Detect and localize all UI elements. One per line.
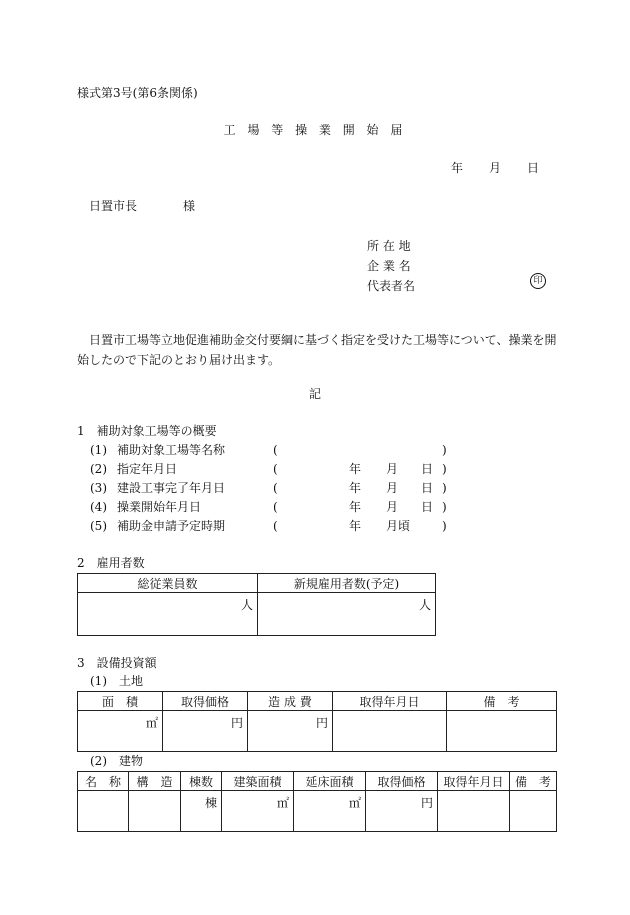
item-number: (2) [90, 462, 107, 476]
land-label: (1) 土地 [90, 674, 143, 688]
building-label: (2) 建物 [90, 754, 143, 768]
item-number: (5) [90, 519, 107, 533]
land-date-header: 取得年月日 [333, 692, 447, 711]
building-name-header: 名 称 [78, 772, 129, 791]
land-price-cell: 円 [163, 711, 248, 752]
applicant-company-label: 企 業 名 [367, 259, 411, 273]
new-employees-cell: 人 [258, 593, 436, 636]
new-employees-header: 新規雇用者数(予定) [258, 574, 436, 593]
land-area-header: 面 積 [78, 692, 163, 711]
building-floor-area-header: 延床面積 [294, 772, 366, 791]
form-number: 様式第3号(第6条関係) [77, 86, 198, 100]
item-label: 指定年月日 [117, 462, 178, 476]
land-remarks-cell [447, 711, 557, 752]
date-line [451, 162, 539, 174]
item-close-paren: ) [442, 481, 447, 495]
item-open-paren: ( [273, 443, 278, 457]
item-open-paren: ( [273, 500, 278, 514]
building-area-header: 建築面積 [222, 772, 294, 791]
item-number: (3) [90, 481, 107, 495]
item-label: 補助金申請予定時期 [117, 519, 226, 533]
total-employees-header: 総従業員数 [78, 574, 258, 593]
building-price-header: 取得価格 [366, 772, 438, 791]
date-month: 月 [489, 161, 502, 175]
item-year: 年 [349, 519, 362, 533]
building-name-cell [78, 791, 129, 832]
honorific: 様 [183, 199, 196, 213]
document-title: 工 場 等 操 業 開 始 届 [223, 123, 407, 137]
date-year: 年 [451, 161, 464, 175]
building-date-cell [438, 791, 510, 832]
item-open-paren: ( [273, 519, 278, 533]
item-open-paren: ( [273, 481, 278, 495]
land-area-cell: ㎡ [78, 711, 163, 752]
item-label: 建設工事完了年月日 [117, 481, 226, 495]
addressee: 日置市長 [89, 199, 138, 213]
body-text: 日置市工場等立地促進補助金交付要綱に基づく指定を受けた工場等について、操業を開始したので下記のとおり届け出ます。 [77, 333, 557, 367]
item-month: 月 [386, 462, 399, 476]
applicant-block [367, 236, 415, 296]
item-label: 操業開始年月日 [117, 500, 202, 514]
section3-heading: 3 設備投資額 [77, 656, 157, 670]
seal-mark: 印 [530, 273, 546, 289]
land-price-header: 取得価格 [163, 692, 248, 711]
land-remarks-header: 備 考 [447, 692, 557, 711]
section2-heading: 2 雇用者数 [77, 556, 145, 570]
item-year: 年 [349, 481, 362, 495]
applicant-representative-label: 代表者名 [367, 279, 416, 293]
applicant-address-label: 所 在 地 [367, 239, 411, 253]
building-remarks-header: 備 考 [510, 772, 557, 791]
land-development-cell: 円 [248, 711, 333, 752]
item-open-paren: ( [273, 462, 278, 476]
building-remarks-cell [510, 791, 557, 832]
item-number: (4) [90, 500, 107, 514]
land-table [77, 691, 557, 752]
item-month: 月 [386, 500, 399, 514]
building-date-header: 取得年月日 [438, 772, 510, 791]
building-structure-cell [129, 791, 181, 832]
item-month: 月頃 [386, 519, 411, 533]
section1-heading: 1 補助対象工場等の概要 [77, 424, 217, 438]
item-close-paren: ) [442, 519, 447, 533]
item-year: 年 [349, 500, 362, 514]
item-day: 日 [421, 462, 434, 476]
date-day: 日 [527, 161, 540, 175]
land-development-header: 造 成 費 [248, 692, 333, 711]
building-count-cell: 棟 [181, 791, 222, 832]
item-number: (1) [90, 443, 107, 457]
item-day: 日 [421, 481, 434, 495]
building-structure-header: 構 造 [129, 772, 181, 791]
item-year: 年 [349, 462, 362, 476]
ki-heading: 記 [308, 387, 321, 401]
building-floor-area-cell: ㎡ [294, 791, 366, 832]
building-table [77, 771, 557, 832]
item-close-paren: ) [442, 443, 447, 457]
building-count-header: 棟数 [181, 772, 222, 791]
building-area-cell: ㎡ [222, 791, 294, 832]
land-date-cell [333, 711, 447, 752]
item-day: 日 [421, 500, 434, 514]
building-price-cell: 円 [366, 791, 438, 832]
employee-table [77, 573, 436, 636]
total-employees-cell: 人 [78, 593, 258, 636]
item-label: 補助対象工場等名称 [117, 443, 226, 457]
item-close-paren: ) [442, 462, 447, 476]
item-close-paren: ) [442, 500, 447, 514]
item-month: 月 [386, 481, 399, 495]
